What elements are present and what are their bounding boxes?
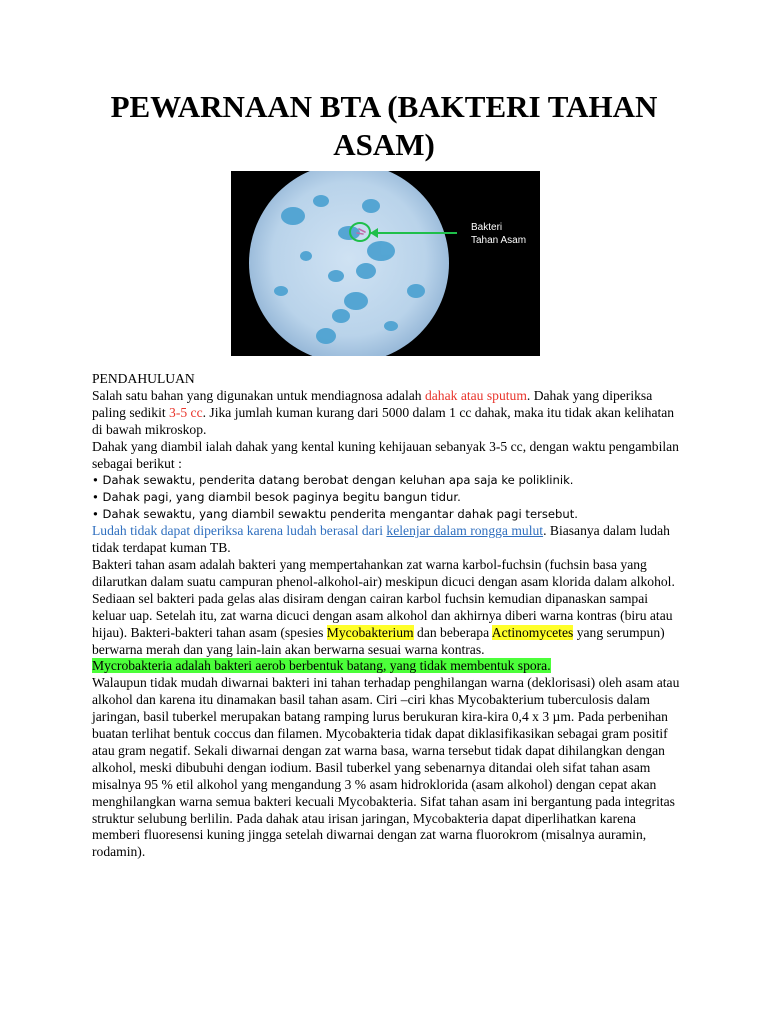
bullet-item: • Dahak sewaktu, yang diambil sewaktu penderita mengantar dahak pagi tersebut. — [92, 507, 578, 522]
figure-label-line1: Bakteri — [471, 222, 503, 233]
highlight-red-sputum: dahak atau sputum — [424, 387, 527, 403]
paragraph-highlight-green: Mycrobakteria adalah bakteri aerob berbentuk batang, yang tidak membentuk spora. — [92, 658, 551, 674]
microscope-image — [231, 171, 540, 356]
paragraph-acid-fast: Bakteri tahan asam adalah bakteri yang mempertahankan zat warna karbol-fuchsin (fuchsin basa yang dilarutkan dalam suatu campuran phenol-alkohol-air) meskipun dicuci dengan asam klorida dalam alkohol. Sediaan sel bakteri pada gelas alas disiram dengan cairan karbol fuchsin kemudian dipanaskan sampai keluar uap. Setelah itu, zat warna dicuci dengan asam alkohol dan akhirnya diberi warna kontras (biru atau hijau). Bakteri-bakteri tahan asam (spesies Mycobakterium dan beberapa Actinomycetes yang serumpun) berwarna merah dan yang lain-lain akan berwarna sesuai warna kontras. — [92, 556, 675, 657]
bullet-item: • Dahak sewaktu, penderita datang berobat dengan keluhan apa saja ke poliklinik. — [92, 473, 574, 488]
microscope-field-illustration — [231, 171, 540, 356]
paragraph-collection: Dahak yang diambil ialah dahak yang kental kuning kehijauan sebanyak 3-5 cc, dengan waktu pengambilan sebagai berikut : — [92, 438, 679, 471]
paragraph-characteristics: Walaupun tidak mudah diwarnai bakteri ini tahan terhadap penghilangan warna (deklorisasi) oleh asam atau alkohol dan karena itu dinamakan basil tahan asam. Ciri –ciri khas Mycobakterium tuberculosis dalam jaringan, basil tuberkel merupakan batang ramping lurus berukuran kira-kira 0,4 x 3 µm. Pada perbenihan buatan terlihat bentuk coccus dan filamen. Mycobakteria tidak dapat diklasifikasikan sebagai gram positif atau gram negatif. Sekali diwarnai dengan zat warna basa, warna tersebut tidak dapat dihilangkan dengan alkohol, meski dibubuhi dengan iodium. Basil tuberkel yang sebenarnya ditandai oleh sifat tahan asam misalnya 95 % etil alkohol yang mengandung 3 % asam hidroklorida (asam alkohol) dengan cepat akan menghilangkan warna semua bakteri kecuali Mycobakteria. Sifat tahan asam ini bergantung pada integritas struktur selubung berlilin. Pada dahak atau irisan jaringan, Mycobakteria dapat diperlihatkan karena memberi fluoresensi kuning jingga setelah diwarnai dengan zat warna fluorokrom (misalnya auramin, rodamin). — [92, 675, 680, 860]
highlight-actinomycetes: Actinomycetes — [491, 624, 574, 640]
page-title: PEWARNAAN BTA (BAKTERI TAHAN ASAM) — [110, 89, 658, 162]
highlight-red-volume: 3-5 cc — [169, 404, 203, 420]
link-kelenjar[interactable]: kelenjar dalam rongga mulut — [386, 523, 544, 539]
microscope-field — [249, 171, 449, 356]
bullet-item: • Dahak pagi, yang diambil besok paginya begitu bangun tidur. — [92, 490, 461, 505]
paragraph-intro: Salah satu bahan yang digunakan untuk mendiagnosa adalah dahak atau sputum. Dahak yang diperiksa paling sedikit 3-5 cc. Jika jumlah kuman kurang dari 5000 dalam 1 cc dahak, maka itu tidak akan kelihatan di bawah mikroskop. — [92, 387, 675, 437]
paragraph-saliva: Ludah tidak dapat diperiksa karena ludah berasal dari kelenjar dalam rongga mulut. Biasanya dalam ludah tidak terdapat kuman TB. — [92, 523, 670, 556]
highlight-mycobakterium: Mycobakterium — [326, 624, 414, 640]
section-heading: PENDAHULUAN — [92, 371, 195, 386]
figure-label-line2: Tahan Asam — [471, 235, 527, 246]
document-body — [92, 371, 682, 861]
